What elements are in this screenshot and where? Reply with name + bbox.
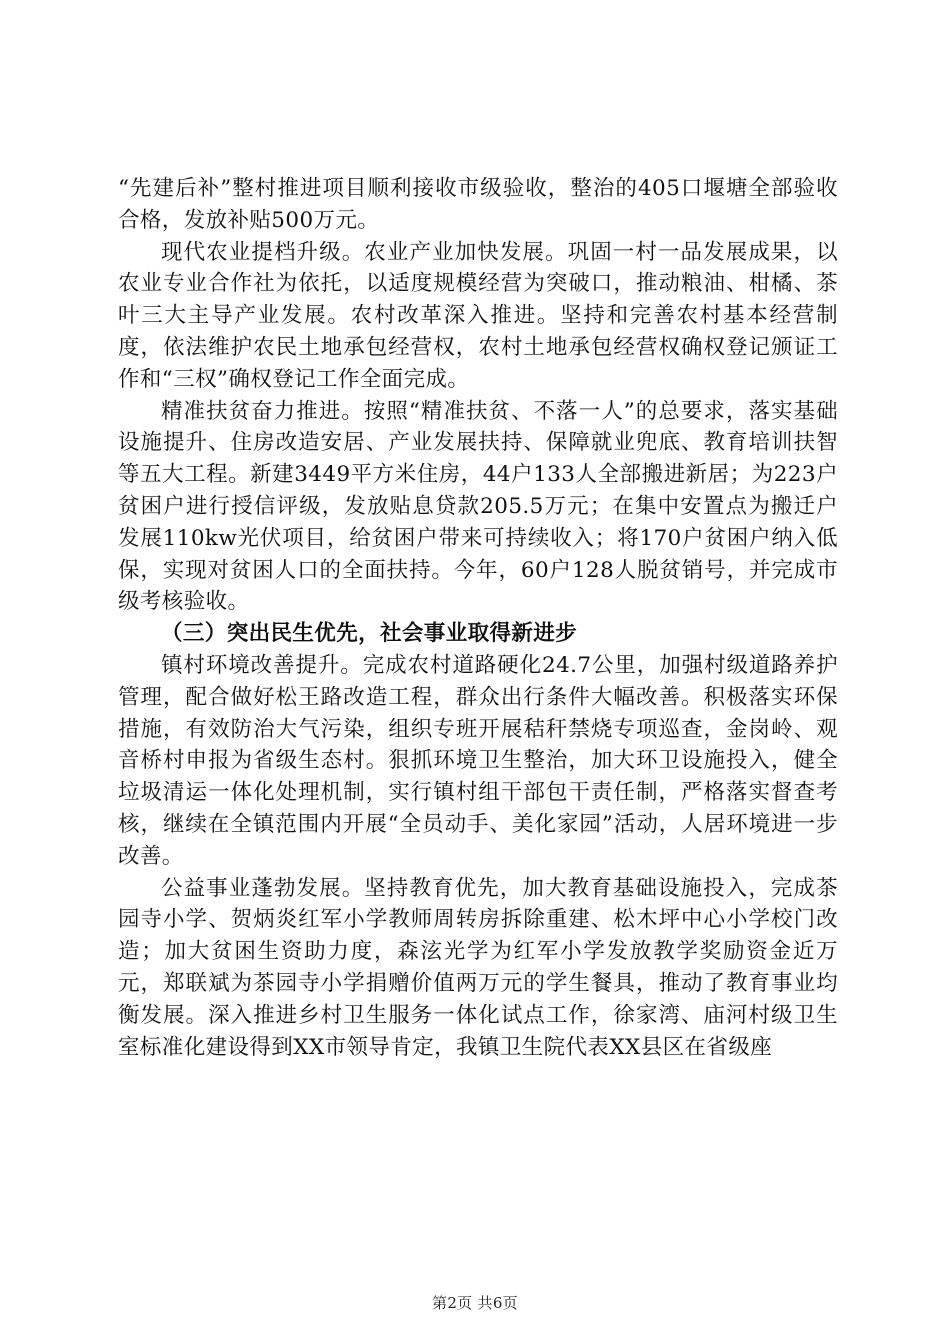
- paragraph-modern-agriculture: 现代农业提档升级。农业产业加快发展。巩固一村一品发展成果，以农业专业合作社为依托，以适度规模经营为突破口，推动粮油、柑橘、茶叶三大主导产业发展。农村改革深入推进。坚持和完善农村基本经营制度，依法维护农民土地承包经营权，农村土地承包经营权确权登记颁证工作和“三权”确权登记工作全面完成。: [118, 239, 838, 392]
- section-heading: （三）突出民生优先，社会事业取得新进步: [161, 621, 578, 647]
- paragraph-continuation: “先建后补”整村推进项目顺利接收市级验收，整治的405口堰塘全部验收合格，发放补贴500万元。: [118, 176, 838, 233]
- paragraph-environment: 镇村环境改善提升。完成农村道路硬化24.7公里，加强村级道路养护管理，配合做好松王路改造工程，群众出行条件大幅改善。积极落实环保措施，有效防治大气污染，组织专班开展秸秆禁烧专项巡查，金岗岭、观音桥村申报为省级生态村。狠抓环境卫生整治，加大环卫设施投入，健全垃圾清运一体化处理机制，实行镇村组干部包干责任制，严格落实督查考核，继续在全镇范围内开展“全员动手、美化家园”活动，人居环境进一步改善。: [118, 652, 838, 869]
- paragraph-poverty-alleviation: 精准扶贫奋力推进。按照“精准扶贫、不落一人”的总要求，落实基础设施提升、住房改造安居、产业发展扶持、保障就业兜底、教育培训扶智等五大工程。新建3449平方米住房，44户133人全部搬进新居；为223户贫困户进行授信评级，发放贴息贷款205.5万元；在集中安置点为搬迁户发展110kw光伏项目，给贫困户带来可持续收入；将170户贫困户纳入低保，实现对贫困人口的全面扶持。今年，60户128人脱贫销号，并完成市级考核验收。: [118, 398, 838, 615]
- document-body: [118, 173, 838, 1063]
- paragraph-public-welfare: 公益事业蓬勃发展。坚持教育优先，加大教育基础设施投入，完成茶园寺小学、贺炳炎红军小学教师周转房拆除重建、松木坪中心小学校门改造；加大贫困生资助力度，森泫光学为红军小学发放教学奖励资金近万元，郑联斌为茶园寺小学捐赠价值两万元的学生餐具，推动了教育事业均衡发展。深入推进乡村卫生服务一体化试点工作，徐家湾、庙河村级卫生室标准化建设得到XX市领导肯定，我镇卫生院代表XX县区在省级座: [118, 875, 838, 1060]
- page-number-footer: 第2页 共6页: [432, 1294, 518, 1312]
